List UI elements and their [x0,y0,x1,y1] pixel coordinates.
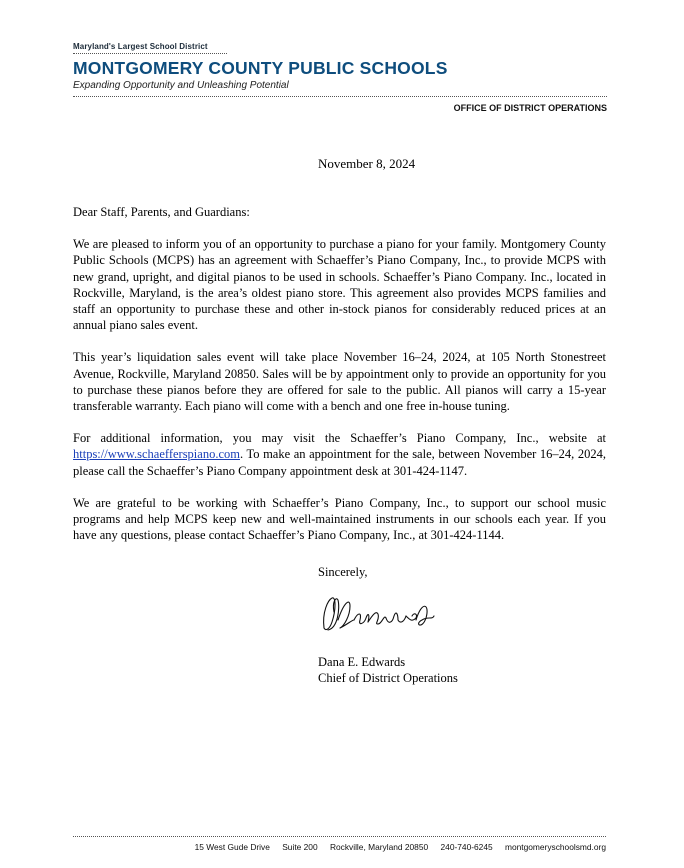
website-link[interactable]: https://www.schaefferspiano.com [73,447,240,462]
paragraph-4: We are grateful to be working with Schaeffer’s Piano Company, Inc., to support our school music programs and help MCPS keep new and well-maintained instruments in our schools each year. If you have any questions, please contact Schaeffer’s Piano Company, Inc., at 301-424-1144. [73,495,606,543]
footer-phone: 240-740-6245 [440,842,493,852]
paragraph-2: This year’s liquidation sales event will take place November 16–24, 2024, at 105 North Stonestreet Avenue, Rockville, Maryland 20850. Sales will be by appointment only to provide an opportunity for you to purchase these pianos before they are offered for sale to the public. All pianos will carry a 15-year transferable warranty. Each piano will come with a bench and one free in-house tuning. [73,350,606,414]
signer-block [318,654,458,686]
closing: Sincerely, [318,565,368,579]
signature-icon [318,590,438,640]
paragraph-3-rest: . To make an appointment for the sale, between November 16–24, 2024, please call the Schaeffer’s Piano Company appointment desk at 301-424-1147. [73,447,606,478]
office-name: OFFICE OF DISTRICT OPERATIONS [453,103,607,113]
letterhead [73,42,607,113]
district-name: MONTGOMERY COUNTY PUBLIC SCHOOLS [73,58,448,78]
footer-city: Rockville, Maryland 20850 [329,842,429,852]
signer-name: Dana E. Edwards [318,655,406,669]
salutation: Dear Staff, Parents, and Guardians: [73,205,250,219]
district-motto: Expanding Opportunity and Unleashing Potential [73,80,607,97]
letter-body [73,204,606,559]
footer-suite: Suite 200 [282,842,318,852]
footer-address: 15 West Gude Drive [194,842,270,852]
paragraph-1: We are pleased to inform you of an opportunity to purchase a piano for your family. Montgomery County Public Schools (MCPS) has an agreement with Schaeffer’s Piano Company, Inc., to provide MCPS with new grand, upright, and digital pianos to be used in schools. Schaeffer’s Piano Company. Inc., located in Rockville, Maryland, is the area’s oldest piano store. This agreement also provides MCPS families and staff an opportunity to purchase these and other in-stock pianos for considerably reduced prices at an annual piano sales event. [73,237,606,333]
letter-date: November 8, 2024 [318,156,416,171]
letterhead-tagline: Maryland's Largest School District [73,42,227,54]
footer [73,836,606,852]
footer-website: montgomeryschoolsmd.org [504,842,606,852]
paragraph-3 [73,430,606,479]
paragraph-3-intro: For additional information, you may visit the Schaeffer’s Piano Company, Inc., website at [73,431,606,446]
signer-title: Chief of District Operations [318,671,458,685]
